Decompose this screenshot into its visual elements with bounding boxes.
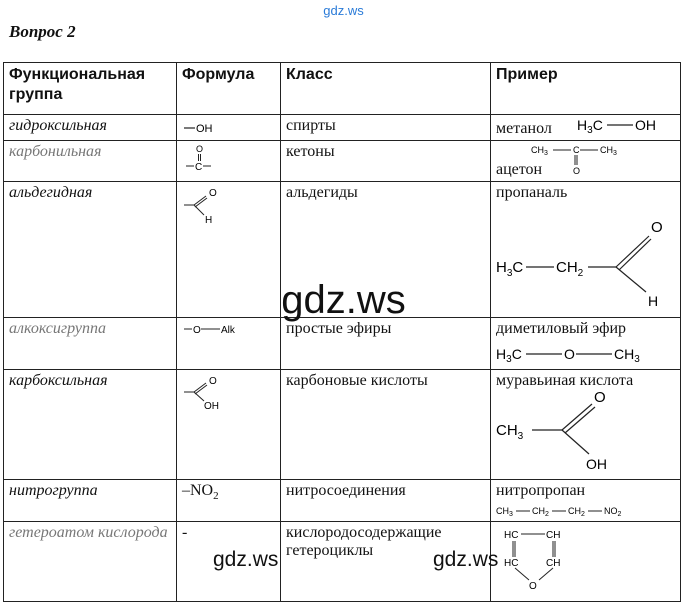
hydroxyl-formula-icon (182, 117, 274, 137)
svg-text:H: H (205, 215, 213, 226)
header-formula: Формула (177, 63, 281, 115)
table-row (4, 141, 681, 182)
svg-text:CH2: $CH_2$ (532, 506, 549, 518)
formula-cell (177, 318, 281, 370)
methanol-structure-icon (575, 115, 675, 135)
svg-text:H3C: $H_3C$ (496, 259, 524, 279)
example-name: метанол (496, 120, 552, 137)
svg-text:CH2: $CH_2$ (568, 506, 585, 518)
example-cell (491, 141, 681, 182)
table-row (4, 318, 681, 370)
svg-text:H3C: $H_3C$ (496, 346, 522, 365)
carboxylic-acid-structure-icon (494, 392, 674, 478)
svg-text:OH: OH (196, 123, 213, 135)
table-row (4, 522, 681, 602)
formula-cell (177, 141, 281, 182)
group-cell: гидроксильная (4, 115, 177, 141)
formula-cell: - (177, 522, 281, 602)
example-name: ацетон (496, 161, 543, 178)
svg-text:HC: HC (504, 530, 519, 541)
svg-text:O: O (651, 219, 663, 236)
class-cell: кислородосодержащие гетероциклы (281, 522, 491, 602)
formula-cell (177, 370, 281, 480)
svg-text:CH3: $CH_3$ (496, 506, 513, 518)
example-name: муравьиная кислота (496, 372, 634, 389)
group-cell: гетероатом кислорода (4, 522, 177, 602)
svg-text:O: O (564, 346, 575, 362)
watermark-bottom-right: gdz.ws (433, 548, 499, 571)
class-cell: спирты (281, 115, 491, 141)
formula-cell (177, 480, 281, 522)
header-group: Функциональная группа (4, 63, 177, 115)
nitropropane-structure-icon (494, 502, 674, 520)
svg-text:OH: OH (635, 117, 656, 133)
example-cell (491, 480, 681, 522)
example-cell (491, 522, 681, 602)
aldehyde-formula-icon (182, 184, 274, 226)
example-name: диметиловый эфир (496, 320, 627, 337)
svg-text:OH: OH (204, 401, 219, 412)
svg-text:CH3: $CH_3$ (600, 145, 617, 157)
functional-groups-table (3, 62, 681, 602)
svg-text:Alk: Alk (221, 325, 235, 336)
watermark-top: gdz.ws (323, 3, 364, 18)
example-cell (491, 318, 681, 370)
class-cell: карбоновые кислоты (281, 370, 491, 480)
formula-cell (177, 115, 281, 141)
watermark-bottom-left: gdz.ws (213, 548, 279, 571)
example-name: нитропропан (496, 482, 586, 499)
header-class: Класс (281, 63, 491, 115)
example-cell (491, 370, 681, 480)
group-cell: карбоксильная (4, 370, 177, 480)
question-title: Вопрос 2 (9, 22, 76, 41)
svg-text:CH3: $CH_3$ (496, 422, 524, 442)
svg-text:O: O (209, 376, 217, 387)
class-cell: кетоны (281, 141, 491, 182)
group-cell: карбонильная (4, 141, 177, 182)
svg-text:CH2: $CH_2$ (556, 259, 584, 279)
svg-text:CH3: $CH_3$ (531, 145, 548, 157)
svg-text:O: O (573, 166, 581, 176)
table-header-row (4, 63, 681, 115)
svg-text:CH: CH (546, 558, 561, 569)
class-cell: простые эфиры (281, 318, 491, 370)
watermark-center: gdz.ws (281, 278, 406, 322)
class-cell: альдегиды (281, 182, 491, 318)
svg-text:NO2: $NO_2$ (604, 506, 622, 518)
svg-text:C: C (195, 162, 203, 173)
acetone-structure-icon (531, 141, 661, 177)
table-row (4, 480, 681, 522)
example-cell (491, 115, 681, 141)
svg-text:H3C: $H_3C$ (577, 117, 603, 135)
svg-text:H: H (648, 293, 659, 309)
svg-text:O: O (209, 188, 217, 199)
svg-text:CH3: $CH_3$ (614, 346, 640, 365)
carboxyl-formula-icon (182, 372, 274, 412)
svg-text:C: C (573, 145, 580, 155)
svg-text:O: O (196, 144, 204, 154)
group-cell: нитрогруппа (4, 480, 177, 522)
svg-text:O: O (594, 392, 606, 406)
nitro-formula: $-NO_2$ (182, 482, 219, 503)
group-cell: алкоксигруппа (4, 318, 177, 370)
table-row (4, 115, 681, 141)
svg-text:O: O (529, 581, 537, 592)
group-cell: альдегидная (4, 182, 177, 318)
dimethyl-ether-structure-icon (494, 342, 674, 366)
example-name: пропаналь (496, 184, 568, 201)
alkoxy-formula-icon (182, 320, 274, 340)
svg-text:CH: CH (546, 530, 561, 541)
class-cell: нитросоединения (281, 480, 491, 522)
svg-text:HC: HC (504, 558, 519, 569)
carbonyl-formula-icon (182, 143, 274, 179)
svg-text:OH: OH (586, 456, 607, 472)
furan-structure-icon (501, 524, 591, 600)
table-row (4, 370, 681, 480)
header-example: Пример (491, 63, 681, 115)
svg-text:O: O (193, 325, 201, 336)
